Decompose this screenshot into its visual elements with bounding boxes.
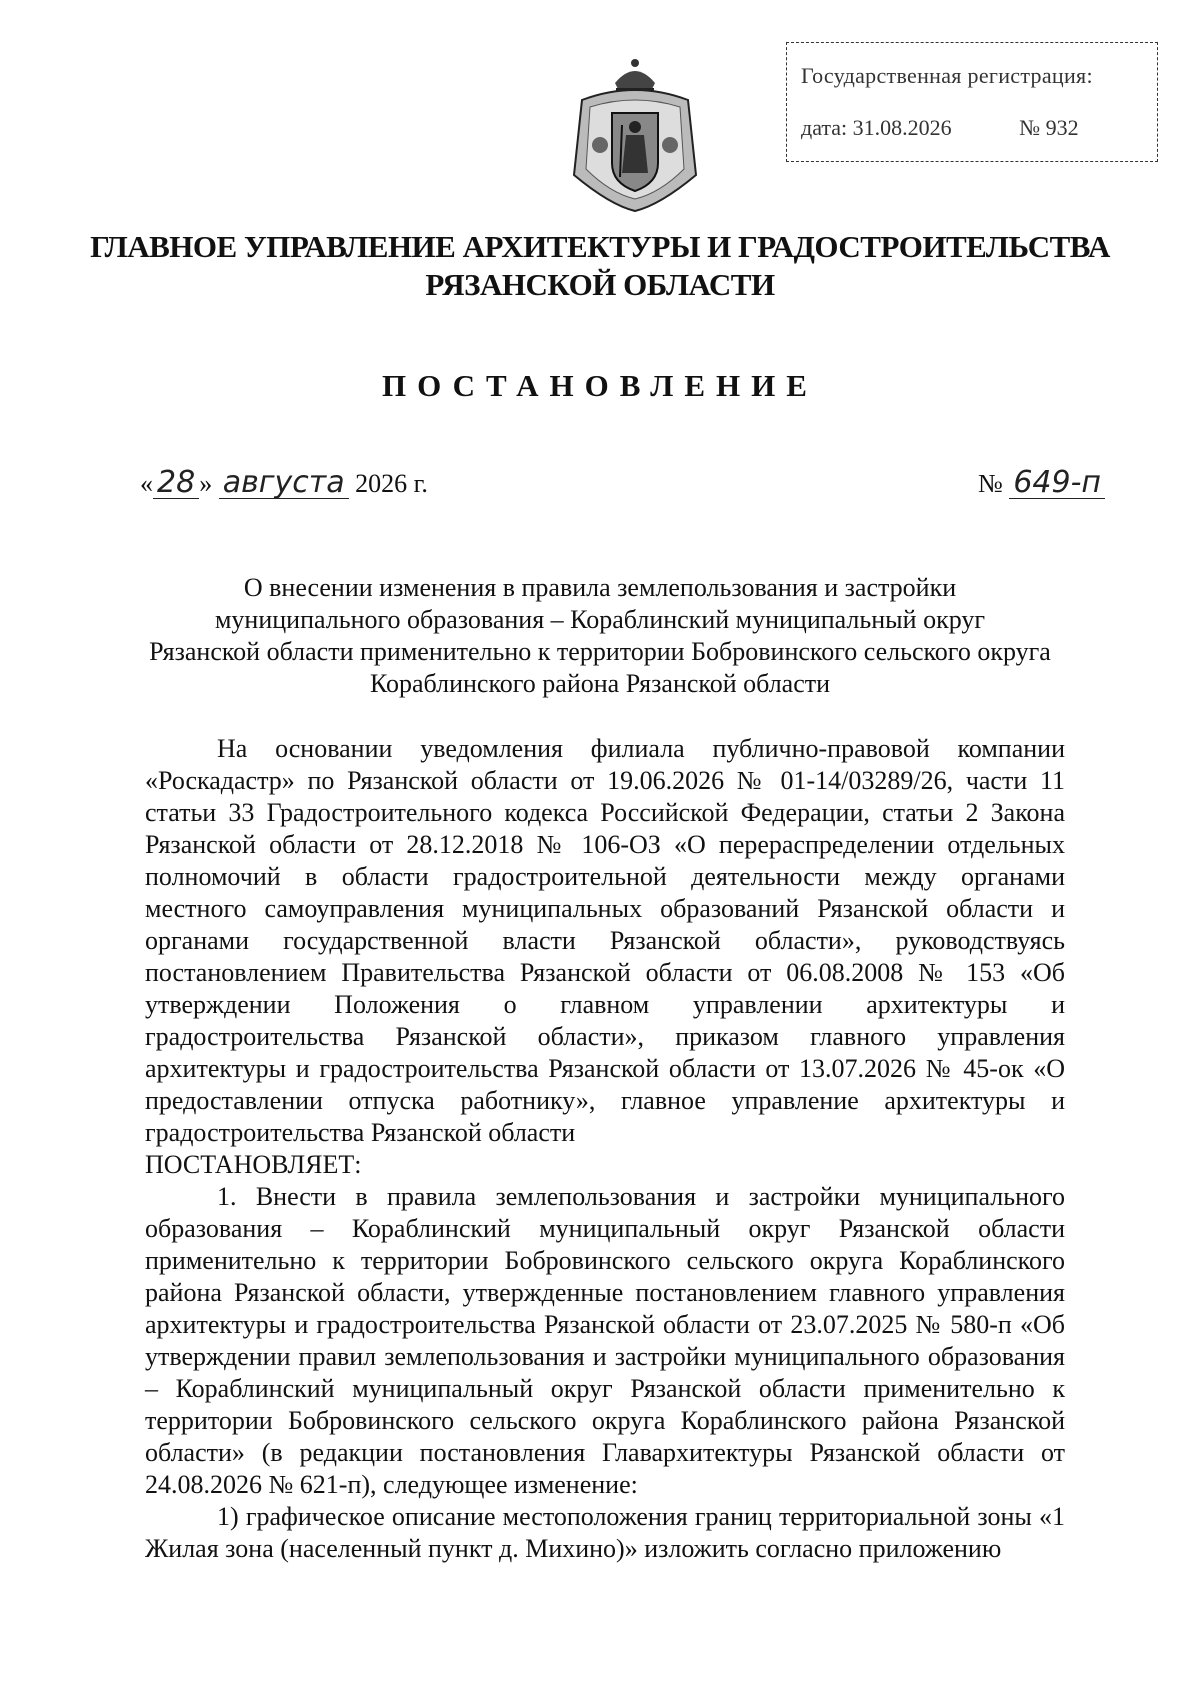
subject-line: О внесении изменения в правила землепользования и застройки [243, 573, 957, 602]
document-number [978, 465, 1105, 500]
number-handwritten: 649-п [1009, 468, 1105, 499]
date-open-quote: « [140, 469, 153, 498]
agency-name-line2: РЯЗАНСКОЙ ОБЛАСТИ [425, 267, 775, 302]
agency-name [0, 228, 1200, 304]
date-close-quote: » [199, 469, 213, 498]
subitem-1-paragraph: 1) графическое описание местоположения границ территориальной зоны «1 Жилая зона (населенный пункт д. Михино)» изложить согласно приложению [145, 1502, 1065, 1563]
registration-details [801, 115, 1079, 141]
document-date [140, 465, 428, 500]
number-prefix: № [978, 469, 1003, 498]
subject-line: Кораблинского района Рязанской области [369, 669, 831, 698]
registration-date: дата: 31.08.2026 [801, 115, 952, 140]
document-body [145, 733, 1065, 1565]
coat-of-arms-emblem [560, 55, 710, 215]
registration-stamp [786, 42, 1158, 162]
item-1-paragraph: 1. Внести в правила землепользования и застройки муниципального образования – Кораблинский муниципальный округ Рязанской области применительно к территории Бобровинского сельского округа Кораблинского района Рязанской области, утвержденные постановлением главного управления архитектуры и градостроительства Рязанской области от 23.07.2025 № 580-п «Об утверждении правил землепользования и застройки муниципального образования – Кораблинский муниципальный округ Рязанской области применительно к территории Бобровинского сельского округа Кораблинского района Рязанской области» (в редакции постановления Главархитектуры Рязанской области от 24.08.2026 № 621-п), следующее изменение: [145, 1182, 1065, 1499]
registration-number: № 932 [1019, 115, 1079, 140]
resolves-keyword: ПОСТАНОВЛЯЕТ: [145, 1150, 362, 1179]
date-day-handwritten: 28 [153, 468, 199, 499]
subject-line: муниципального образования – Кораблинский муниципальный округ [214, 605, 986, 634]
agency-name-line1: ГЛАВНОЕ УПРАВЛЕНИЕ АРХИТЕКТУРЫ И ГРАДОСТРОИТЕЛЬСТВА [90, 229, 1110, 264]
date-year: 2026 г. [355, 469, 428, 498]
date-month-handwritten: августа [219, 468, 349, 499]
registration-title: Государственная регистрация: [801, 63, 1093, 88]
subject-line: Рязанской области применительно к территории Бобровинского сельского округа [149, 637, 1051, 666]
preamble-paragraph: На основании уведомления филиала публично-правовой компании «Роскадастр» по Рязанской области от 19.06.2026 № 01-14/03289/26, части 11 статьи 33 Градостроительного кодекса Российской Федерации, статьи 2 Закона Рязанской области от 28.12.2018 № 106-ОЗ «О перераспределении отдельных полномочий в области градостроительной деятельности между органами местного самоуправления муниципальных образований Рязанской области и органами государственной власти Рязанской области», руководствуясь постановлением Правительства Рязанской области от 06.08.2008 № 153 «Об утверждении Положения о главном управлении архитектуры и градостроительства Рязанской области», приказом главного управления архитектуры и градостроительства Рязанской области от 13.07.2026 № 45-ок «О предоставлении отпуска работнику», главное управление архитектуры и градостроительства Рязанской области [145, 734, 1065, 1147]
document-type-title: ПОСТАНОВЛЕНИЕ [382, 368, 818, 403]
document-subject [140, 572, 1060, 700]
